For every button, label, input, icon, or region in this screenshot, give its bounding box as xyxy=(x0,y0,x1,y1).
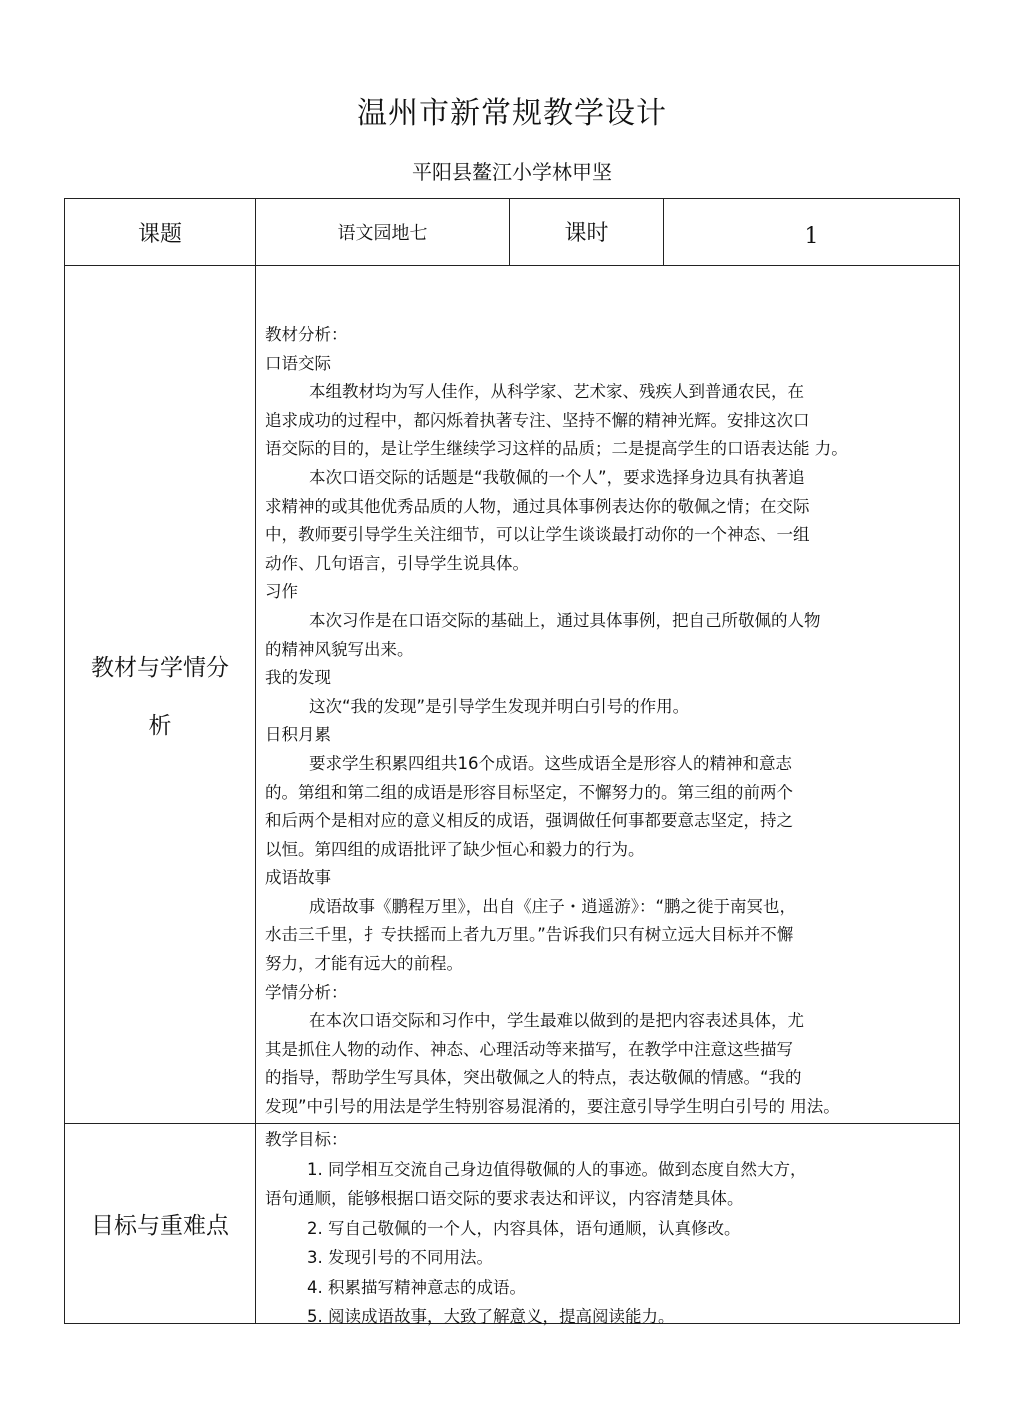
topic-label: 课题 xyxy=(137,221,182,247)
period-label: 课时 xyxy=(564,220,609,246)
analysis-line: 中，教师要引导学生关注细节，可以让学生谈谈最打动你的一个神态、一组 xyxy=(265,525,810,545)
analysis-line: 在本次口语交际和习作中，学生最难以做到的是把内容表述具体，尤 xyxy=(309,1011,804,1031)
analysis-line: 语交际的目的，是让学生继续学习这样的品质；二是提高学生的口语表达能 力。 xyxy=(265,439,848,459)
row-divider-goals xyxy=(65,1123,959,1124)
analysis-line: 水击三千里，扌专扶摇而上者九万里。”告诉我们只有树立远大目标并不懈 xyxy=(265,925,794,945)
analysis-line: 要求学生积累四组共16个成语。这些成语全是形容人的精神和意志 xyxy=(309,753,792,773)
page-subtitle: 平阳县鳌江小学林甲坚 xyxy=(412,160,612,184)
analysis-line: 口语交际 xyxy=(265,353,331,373)
analysis-line: 的指导，帮助学生写具体，突出敬佩之人的特点，表达敬佩的情感。“我的 xyxy=(265,1068,802,1088)
goals-line: 4. 积累描写精神意志的成语。 xyxy=(307,1277,526,1297)
analysis-line: 这次“我的发现”是引导学生发现并明白引号的作用。 xyxy=(309,696,690,716)
analysis-text xyxy=(265,321,848,1122)
lesson-plan-table xyxy=(64,198,960,1324)
analysis-line: 教材分析： xyxy=(265,325,348,344)
analysis-line: 动作、几句语言，引导学生说具体。 xyxy=(265,553,529,573)
analysis-line: 本组教材均为写人佳作，从科学家、艺术家、残疾人到普通农民，在 xyxy=(309,382,804,402)
topic-value: 语文园地七 xyxy=(337,223,428,244)
analysis-line: 的精神风貌写出来。 xyxy=(265,639,414,659)
period-value: 1 xyxy=(804,223,819,249)
goals-line: 1. 同学相互交流自己身边值得敬佩的人的事迹。做到态度自然大方， xyxy=(307,1159,807,1179)
analysis-line: 本次口语交际的话题是“我敬佩的一个人”，要求选择身边具有执著追 xyxy=(309,467,805,487)
column-divider-left xyxy=(255,199,256,1323)
goals-line: 语句通顺，能够根据口语交际的要求表达和评议，内容清楚具体。 xyxy=(265,1189,744,1208)
analysis-line: 发现”中引号的用法是学生特别容易混淆的，要注意引导学生明白引号的 用法。 xyxy=(265,1097,840,1117)
analysis-line: 以恒。第四组的成语批评了缺少恒心和毅力的行为。 xyxy=(265,839,645,859)
analysis-line: 成语故事 xyxy=(265,868,331,888)
analysis-line: 求精神的或其他优秀品质的人物，通过具体事例表达你的敬佩之情；在交际 xyxy=(265,496,810,516)
goals-line: 2. 写自己敬佩的一个人，内容具体，语句通顺，认真修改。 xyxy=(307,1218,741,1238)
analysis-line: 追求成功的过程中，都闪烁着执著专注、坚持不懈的精神光辉。安排这次口 xyxy=(265,410,810,430)
analysis-line: 努力，才能有远大的前程。 xyxy=(265,954,463,974)
goals-line: 3. 发现引号的不同用法。 xyxy=(307,1248,493,1267)
analysis-line: 其是抓住人物的动作、神态、心理活动等来描写，在教学中注意这些描写 xyxy=(265,1039,793,1059)
analysis-line: 本次习作是在口语交际的基础上，通过具体事例，把自己所敬佩的人物 xyxy=(309,610,821,630)
goals-line: 教学目标： xyxy=(265,1130,348,1149)
analysis-label-line2: 析 xyxy=(148,713,172,739)
analysis-line: 成语故事《鹏程万里》，出自《庄子・逍遥游》：“鹏之徙于南冥也， xyxy=(309,896,797,916)
page-title: 温州市新常规教学设计 xyxy=(357,96,667,131)
analysis-line: 的。第组和第二组的成语是形容目标坚定，不懈努力的。第三组的前两个 xyxy=(265,782,793,802)
analysis-line: 和后两个是相对应的意义相反的成语，强调做任何事都要意志坚定，持之 xyxy=(265,811,793,831)
goals-line: 5. 阅读成语故事，大致了解意义，提高阅读能力。 xyxy=(307,1307,675,1326)
analysis-label-line1: 教材与学情分 xyxy=(91,655,229,681)
analysis-line: 我的发现 xyxy=(265,668,331,688)
goals-label: 目标与重难点 xyxy=(91,1213,229,1239)
goals-text xyxy=(265,1125,807,1332)
analysis-line: 学情分析： xyxy=(265,982,348,1002)
analysis-line: 日积月累 xyxy=(265,725,331,745)
analysis-line: 习作 xyxy=(265,582,298,602)
